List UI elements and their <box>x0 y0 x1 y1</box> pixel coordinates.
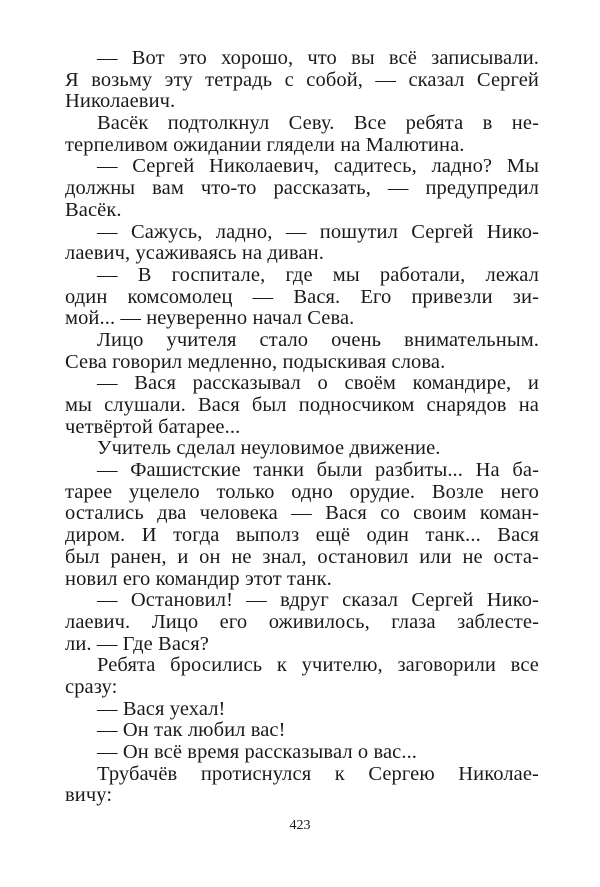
text-line: четвёртой батарее... <box>65 415 241 438</box>
text-line: лаевич. Лицо его оживилось, глаза заблесте- <box>65 610 539 633</box>
text-line: — Вася рассказывал о своём командире, и <box>97 372 539 395</box>
text-line: остались два человека — Вася со своим коман- <box>65 502 539 525</box>
text-line: мой... — неуверенно начал Сева. <box>65 307 355 330</box>
text-line: — Остановил! — вдруг сказал Сергей Нико- <box>97 589 539 612</box>
text-line: Николаевич. <box>65 90 176 113</box>
text-line: Васёк. <box>65 198 122 221</box>
text-line: Учитель сделал неуловимое движение. <box>97 437 441 460</box>
text-line: вичу: <box>65 784 113 807</box>
text-line: — В госпитале, где мы работали, лежал <box>97 263 539 286</box>
text-line: новил его командир этот танк. <box>65 567 332 590</box>
text-line: Трубачёв протиснулся к Сергею Николае- <box>97 762 539 785</box>
text-line: сразу: <box>65 675 118 698</box>
text-line: Ребята бросились к учителю, заговорили все <box>97 654 539 677</box>
text-line: — Сергей Николаевич, садитесь, ладно? Мы <box>97 155 539 178</box>
text-line: диром. И тогда выполз ещё один танк... Вася <box>65 524 539 547</box>
text-line: — Вот это хорошо, что вы всё записывали. <box>97 47 539 69</box>
text-line: Я возьму эту тетрадь с собой, — сказал Сергей <box>65 68 539 91</box>
text-line: мы слушали. Вася был подносчиком снарядов на <box>65 394 539 416</box>
text-line: — Он так любил вас! <box>97 719 286 742</box>
book-page-text <box>65 48 539 807</box>
text-line: терпеливом ожидании глядели на Малютина. <box>65 133 465 156</box>
text-line: Васёк подтолкнул Севу. Все ребята в не- <box>97 112 539 135</box>
text-line: — Он всё время рассказывал о вас... <box>97 741 418 763</box>
text-line: был ранен, и он не знал, остановил или не оста- <box>65 545 539 568</box>
text-line: Лицо учителя стало очень внимательным. <box>97 328 539 351</box>
text-line: тарее уцелело только одно орудие. Возле него <box>65 480 539 503</box>
text-line: — Сажусь, ладно, — пошутил Сергей Нико- <box>97 220 539 243</box>
text-line: Сева говорил медленно, подыскивая слова. <box>65 350 446 373</box>
text-line: должны вам что-то рассказать, — предупредил <box>65 177 539 200</box>
text-line: ли. — Где Вася? <box>65 632 209 655</box>
text-line: — Вася уехал! <box>97 697 226 720</box>
text-line: — Фашистские танки были разбиты... На ба- <box>97 459 539 482</box>
text-line: один комсомолец — Вася. Его привезли зи- <box>65 285 539 308</box>
page-number: 423 <box>289 818 311 833</box>
text-line: лаевич, усаживаясь на диван. <box>65 242 324 265</box>
